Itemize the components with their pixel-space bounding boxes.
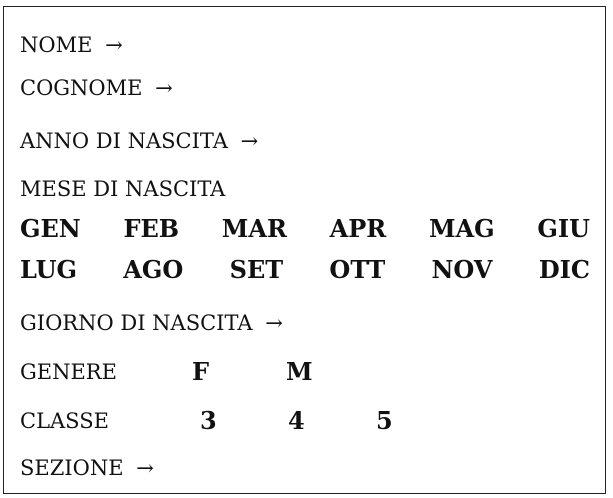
classe-option-3[interactable]: 3 [200, 406, 217, 435]
month-option[interactable]: DIC [538, 255, 590, 284]
sezione-label: SEZIONE [20, 456, 124, 480]
anno-nascita-row[interactable] [20, 128, 258, 154]
right-arrow-icon: → [240, 129, 259, 153]
cognome-row[interactable] [20, 75, 173, 101]
nome-label: NOME [20, 33, 93, 57]
classe-option-5[interactable]: 5 [376, 406, 393, 435]
genere-option-m[interactable]: M [286, 357, 313, 386]
months-row-2 [20, 255, 590, 285]
cognome-label: COGNOME [20, 76, 143, 100]
month-option[interactable]: NOV [431, 255, 493, 284]
month-option[interactable]: MAR [221, 214, 287, 243]
months-row-1 [20, 214, 590, 244]
right-arrow-icon: → [265, 311, 283, 335]
month-option[interactable]: SET [229, 255, 284, 284]
month-option[interactable]: GIU [537, 214, 590, 243]
anno-nascita-label: ANNO DI NASCITA [20, 129, 228, 153]
sezione-row[interactable] [20, 455, 154, 481]
month-option[interactable]: MAG [428, 214, 495, 243]
classe-option-4[interactable]: 4 [288, 406, 305, 435]
month-option[interactable]: APR [329, 214, 387, 243]
giorno-nascita-row[interactable] [20, 310, 283, 336]
month-option[interactable]: GEN [20, 214, 81, 243]
genere-option-f[interactable]: F [192, 357, 210, 386]
month-option[interactable]: LUG [20, 255, 77, 284]
right-arrow-icon: → [155, 76, 173, 100]
month-option[interactable]: OTT [329, 255, 386, 284]
right-arrow-icon: → [136, 456, 154, 480]
month-option[interactable]: FEB [123, 214, 180, 243]
mese-nascita-label: MESE DI NASCITA [20, 177, 226, 201]
classe-label: CLASSE [20, 409, 109, 433]
genere-label: GENERE [20, 360, 117, 384]
month-option[interactable]: AGO [123, 255, 184, 284]
right-arrow-icon: → [105, 33, 123, 57]
nome-row[interactable] [20, 32, 123, 58]
giorno-nascita-label: GIORNO DI NASCITA [20, 311, 253, 335]
